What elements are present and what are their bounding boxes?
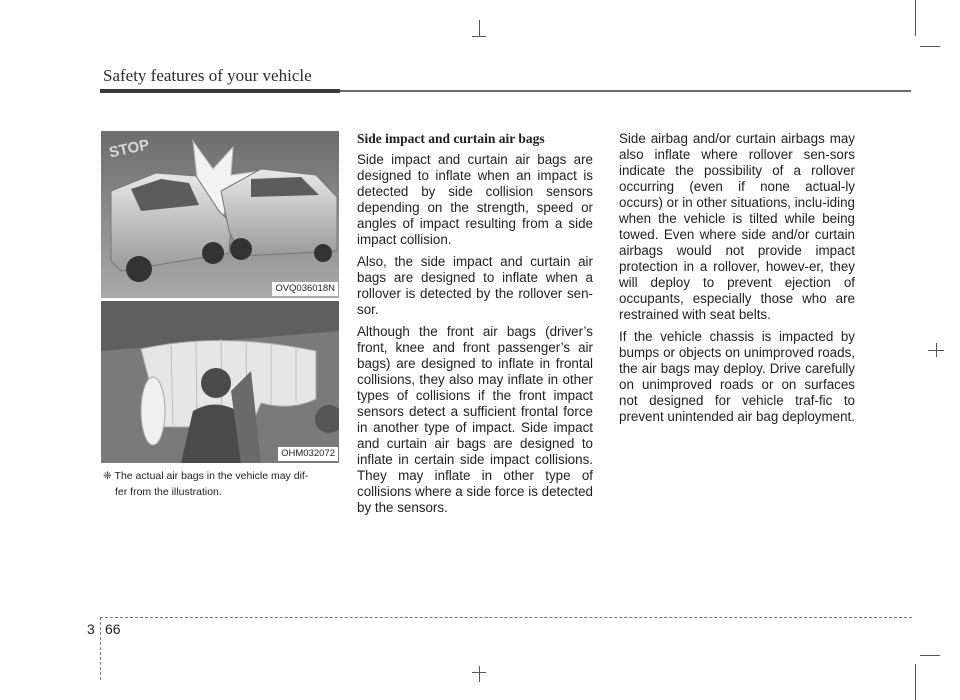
crop-mark-top-vertical xyxy=(479,20,480,36)
body-paragraph: Side impact and curtain air bags are designed to inflate when an impact is detected by side collision sensors depending on the strength, speed or angles of impact resulting from a side impact collision. xyxy=(357,152,593,247)
caption-line-1: The actual air bags in the vehicle may dif- xyxy=(114,470,309,482)
figure-code-label: OVQ036018N xyxy=(272,282,338,296)
side-impact-illustration xyxy=(101,131,339,298)
crop-mark-right-vertical xyxy=(936,343,937,357)
footer-rule xyxy=(100,617,912,618)
section-header-title: Safety features of your vehicle xyxy=(103,66,312,85)
car-wheel xyxy=(126,256,152,282)
occupant-head xyxy=(201,368,231,398)
crop-mark-bottom-right-vertical xyxy=(915,664,916,700)
car-wheel xyxy=(230,238,252,260)
page-number: 66 xyxy=(105,621,121,637)
right-text-column xyxy=(619,131,855,431)
body-paragraph: Also, the side impact and curtain air bags are designed to inflate when a rollover is detected by the rollover sen-sor. xyxy=(357,254,593,317)
curtain-airbag-drawing xyxy=(101,301,339,463)
crop-mark-top-horizontal xyxy=(472,36,486,37)
middle-text-column xyxy=(357,131,593,522)
header-rule-thick xyxy=(100,89,340,93)
figure-code-label: OHM032072 xyxy=(278,447,338,461)
crop-mark-bottom-right-horizontal xyxy=(920,655,940,656)
crop-mark-top-right-horizontal xyxy=(920,46,940,47)
crop-mark-bottom-horizontal xyxy=(472,672,486,673)
curtain-airbag-illustration xyxy=(101,301,339,463)
footer-vertical-rule xyxy=(100,617,101,680)
stop-road-marking: STOP xyxy=(107,136,151,162)
side-impact-drawing xyxy=(101,131,339,298)
caption-symbol: ❈ xyxy=(103,470,112,482)
side-airbag-cushion xyxy=(141,377,165,445)
car-wheel xyxy=(314,244,332,262)
body-paragraph: Side airbag and/or curtain airbags may also inflate where rollover sen-sors indicate the possibility of a rollover occurring (even if none actual-ly occurs) or in other situations, inclu-iding when the vehicle is tilted while being towed. Even where side and/or curtain airbags would not provide impact protection in a rollover, howev-er, they will deploy to prevent ejection of occupants, especially those who are restrained with seat belts. xyxy=(619,131,855,322)
car-wheel xyxy=(202,242,224,264)
caption-line-2: fer from the illustration. xyxy=(115,486,222,498)
crop-mark-top-right-vertical xyxy=(915,0,916,36)
crop-mark-bottom-vertical xyxy=(479,666,480,682)
body-paragraph: If the vehicle chassis is impacted by bumps or objects on unimproved roads, the air bags may deploy. Drive carefully on unimproved roads or on surfaces not designed for vehicle traf-fic to prevent unintended air bag deployment. xyxy=(619,329,855,424)
chapter-number: 3 xyxy=(87,621,95,637)
header-rule-thin xyxy=(340,90,911,92)
figure-caption xyxy=(103,468,339,500)
section-heading: Side impact and curtain air bags xyxy=(357,131,545,146)
body-paragraph: Although the front air bags (driver’s front, knee and front passenger’s air bags) are designed to inflate in frontal collisions, they also may inflate in other types of collisions if the front impact sensors detect a sufficient frontal force in another type of impact. Side impact and curtain air bags are designed to inflate in certain side impact collisions. They may inflate in other type of collisions where a side force is detected by the sensors. xyxy=(357,324,593,515)
